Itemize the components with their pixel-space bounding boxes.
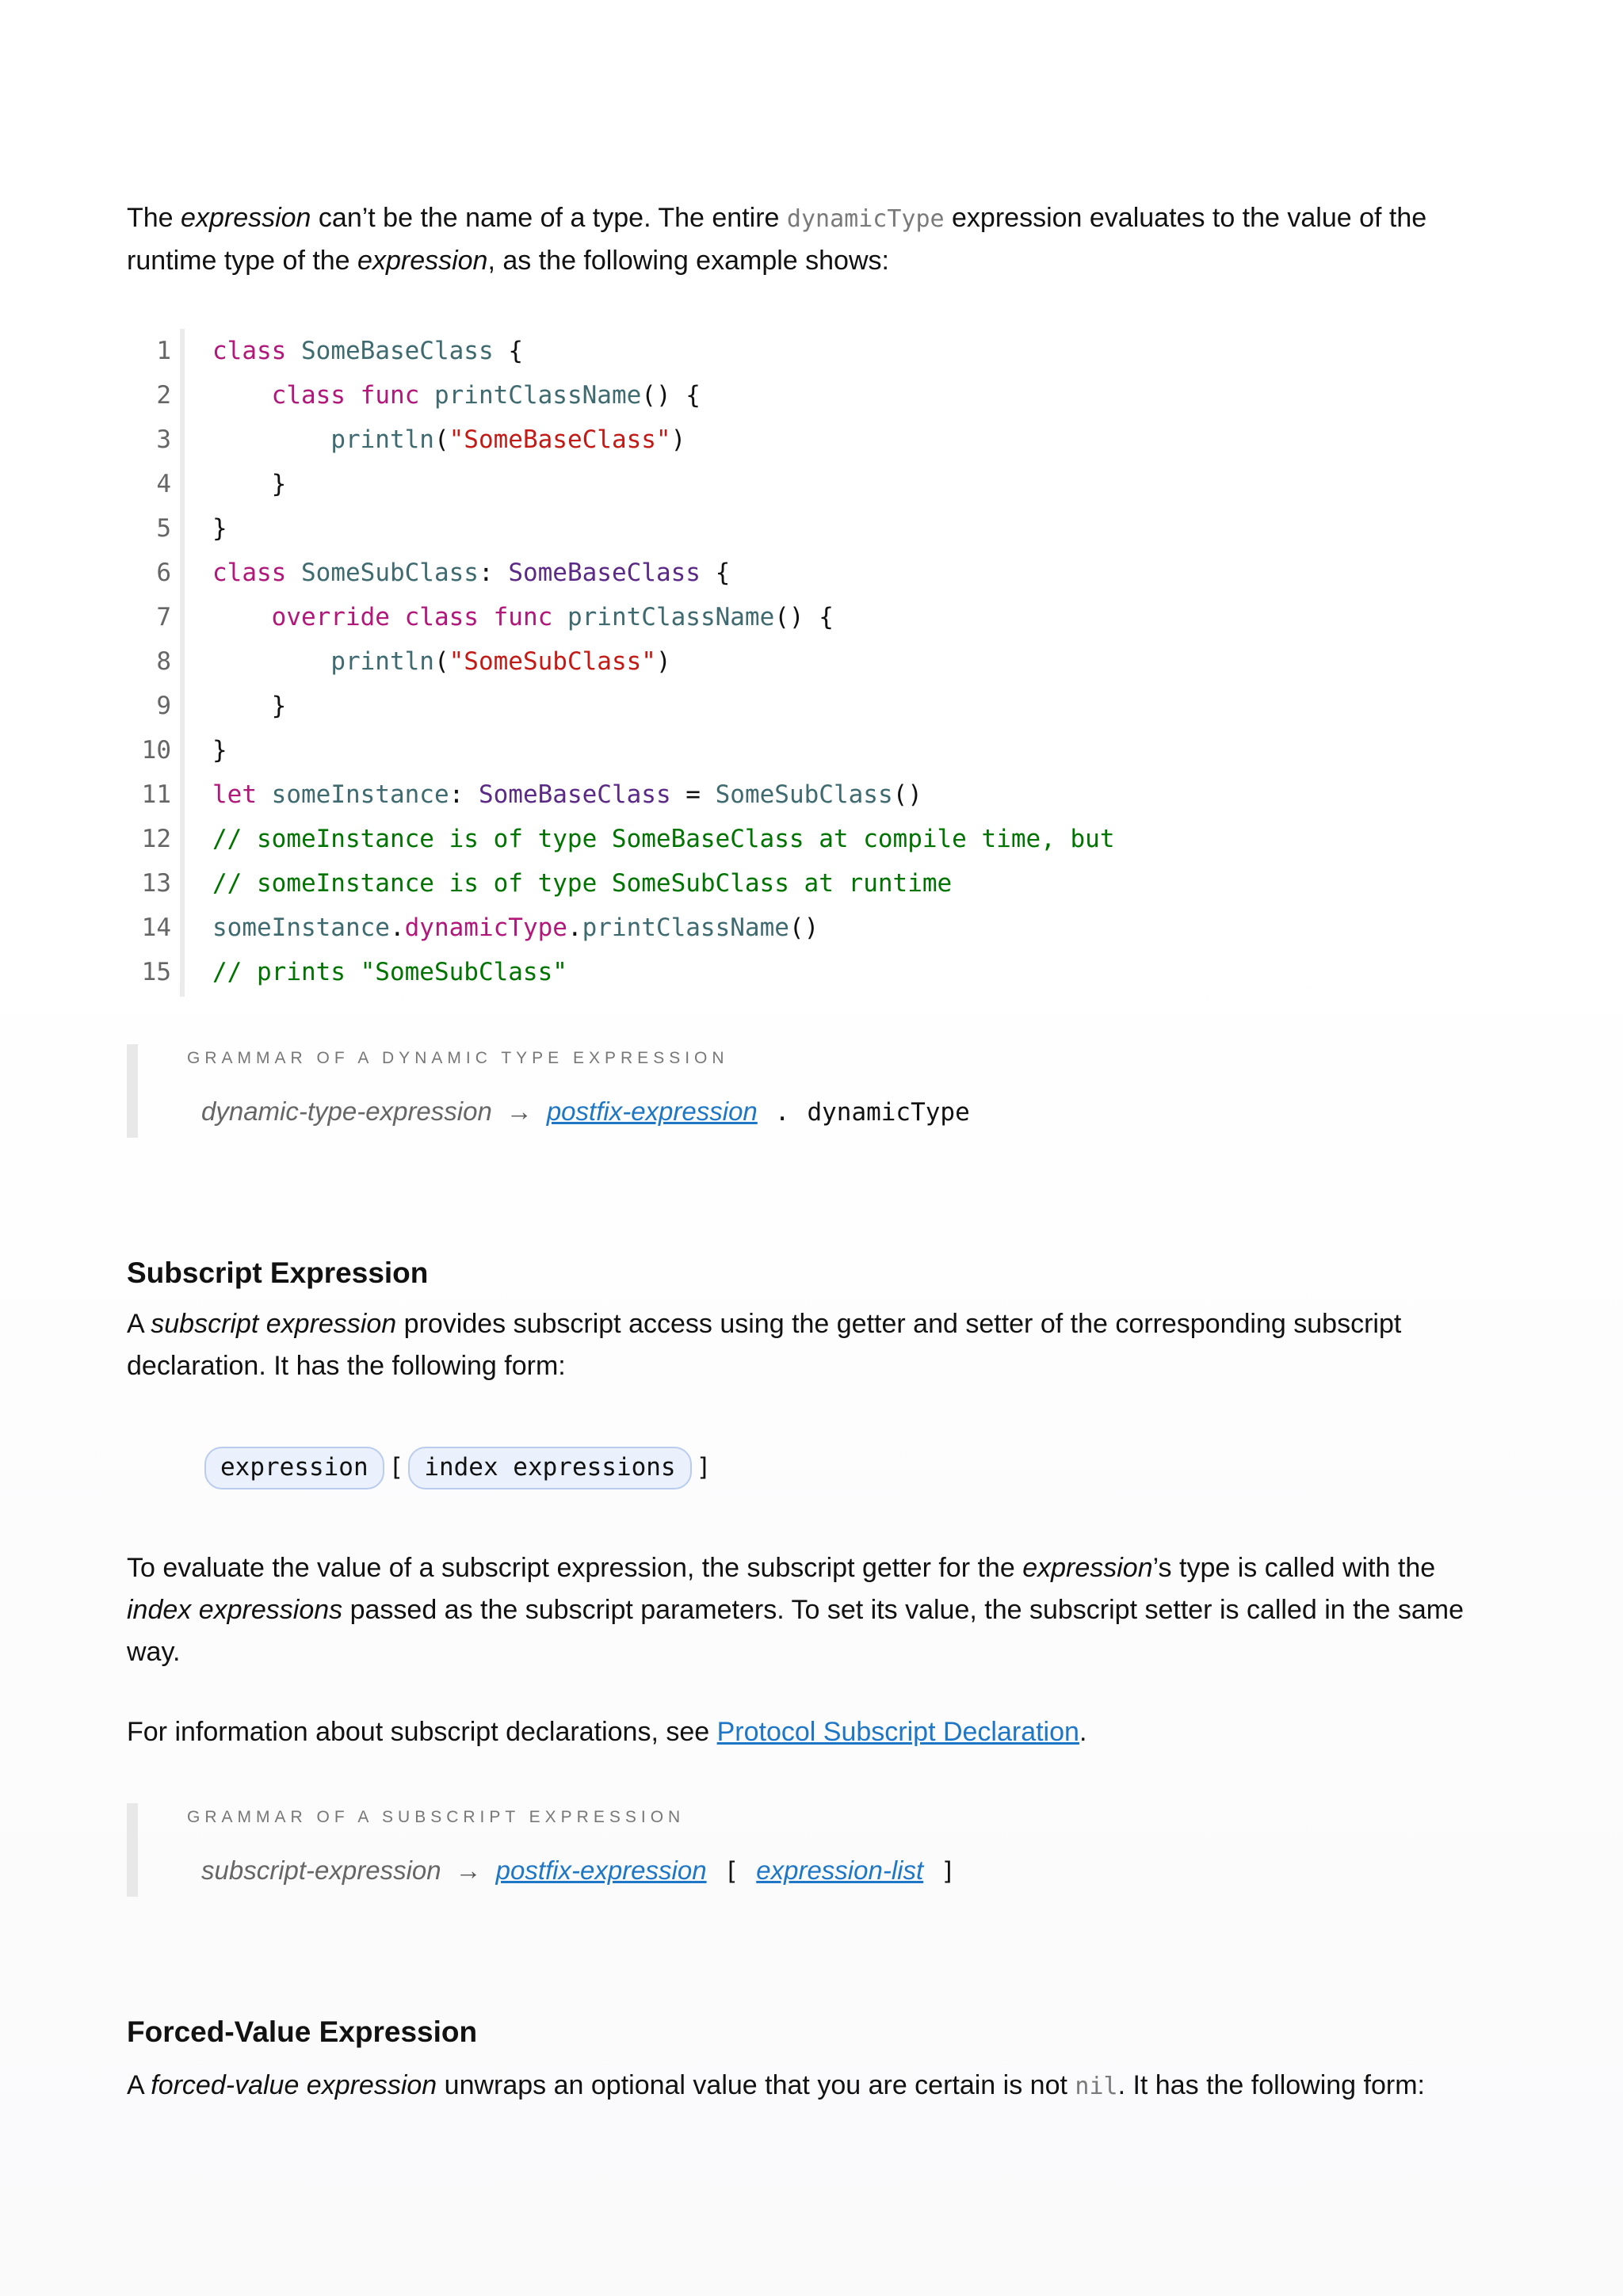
text-run: . (1079, 1717, 1087, 1747)
grammar-box-dynamic-type (127, 1044, 1517, 1138)
code-comment: // someInstance is of type SomeBaseClass at compile time, but (212, 825, 1115, 853)
code-text: class SomeBaseClass { (212, 337, 523, 365)
code-line (127, 861, 1506, 906)
arrow-icon: → (506, 1097, 533, 1126)
intro-paragraph (127, 197, 1490, 282)
emphasis: subscript expression (151, 1309, 397, 1339)
subscript-info-paragraph (127, 1711, 1490, 1753)
emphasis: expression (181, 203, 311, 233)
emphasis: forced-value expression (151, 2070, 437, 2100)
postfix-expression-link[interactable]: postfix-expression (546, 1097, 758, 1126)
grammar-title: GRAMMAR OF A DYNAMIC TYPE EXPRESSION (187, 1049, 729, 1067)
subscript-form (204, 1447, 716, 1489)
line-number: 8 (156, 647, 171, 676)
line-number: 10 (141, 736, 171, 765)
subscript-paragraph (127, 1303, 1490, 1387)
code-line (127, 906, 1506, 950)
section-heading-forced-value: Forced-Value Expression (127, 2016, 478, 2048)
text-run: provides subscript access using the getter and setter of the corresponding subscript declaration. It has the following form: (127, 1309, 1402, 1381)
code-line (127, 418, 1506, 462)
text-run: For information about subscript declarations, see (127, 1717, 717, 1747)
code-line (127, 684, 1506, 728)
line-number: 12 (141, 825, 171, 853)
grammar-nonterminal: dynamic-type-expression (201, 1097, 492, 1126)
bracket-open: [ (388, 1453, 404, 1482)
grammar-nonterminal: subscript-expression (201, 1855, 441, 1885)
grammar-title: GRAMMAR OF A SUBSCRIPT EXPRESSION (187, 1808, 685, 1826)
grammar-literal: dynamicType (807, 1098, 970, 1127)
grammar-literal-open-bracket: [ (724, 1857, 739, 1886)
grammar-rule (201, 1097, 987, 1127)
emphasis: expression (357, 246, 488, 276)
subscript-evaluation-paragraph (127, 1547, 1490, 1673)
text-run: expression evaluates to the value of the runtime type of the (127, 203, 1427, 276)
section-heading-subscript: Subscript Expression (127, 1257, 429, 1289)
code-line (127, 728, 1506, 772)
bracket-close: ] (696, 1453, 712, 1482)
text-run: . It has the following form: (1117, 2070, 1425, 2100)
code-text: println("SomeSubClass") (330, 647, 671, 676)
code-text: override class func printClassName() { (271, 603, 834, 631)
line-number: 11 (141, 780, 171, 809)
line-number: 7 (156, 603, 171, 631)
arrow-icon: → (455, 1855, 482, 1885)
code-text: } (271, 470, 287, 498)
text-run: The (127, 203, 181, 233)
protocol-subscript-declaration-link[interactable]: Protocol Subscript Declaration (716, 1717, 1079, 1747)
line-number: 4 (156, 470, 171, 498)
emphasis: index expressions (127, 1595, 343, 1625)
line-number: 6 (156, 559, 171, 587)
forced-value-paragraph (127, 2065, 1490, 2107)
code-line (127, 817, 1506, 861)
line-number: 2 (156, 381, 171, 410)
text-run: , as the following example shows: (487, 246, 889, 276)
code-line (127, 772, 1506, 817)
code-line (127, 506, 1506, 551)
line-number: 3 (156, 425, 171, 454)
code-comment: // someInstance is of type SomeSubClass at runtime (212, 869, 953, 898)
code-line (127, 329, 1506, 373)
text-run: To evaluate the value of a subscript expression, the subscript getter for the (127, 1553, 1023, 1583)
placeholder-pill: index expressions (408, 1447, 691, 1489)
code-text: class func printClassName() { (271, 381, 701, 410)
emphasis: expression (1022, 1553, 1153, 1583)
line-number: 1 (156, 337, 171, 365)
text-run: ’s type is called with the (1152, 1553, 1436, 1583)
placeholder-pill: expression (204, 1447, 384, 1489)
code-text: } (271, 692, 287, 720)
code-example (127, 329, 1506, 994)
postfix-expression-link[interactable]: postfix-expression (495, 1855, 707, 1885)
line-number: 9 (156, 692, 171, 720)
code-text: class SomeSubClass: SomeBaseClass { (212, 559, 731, 587)
code-line (127, 639, 1506, 684)
text-run: passed as the subscript parameters. To set its value, the subscript setter is called in the same way. (127, 1595, 1464, 1667)
grammar-literal-dot: . (774, 1098, 790, 1127)
text-run: unwraps an optional value that you are certain is not (437, 2070, 1075, 2100)
grammar-rule (201, 1855, 973, 1886)
code-line (127, 950, 1506, 994)
text-run: can’t be the name of a type. The entire (311, 203, 787, 233)
line-number: 13 (141, 869, 171, 898)
code-text: } (212, 736, 227, 765)
grammar-literal-close-bracket: ] (941, 1857, 956, 1886)
code-line (127, 595, 1506, 639)
code-text: } (212, 514, 227, 543)
code-text: someInstance.dynamicType.printClassName() (212, 913, 819, 942)
text-run: A (127, 2070, 151, 2100)
code-text: let someInstance: SomeBaseClass = SomeSubClass() (212, 780, 922, 809)
code-text: println("SomeBaseClass") (330, 425, 686, 454)
line-number: 14 (141, 913, 171, 942)
inline-code: dynamicType (786, 205, 945, 233)
code-line (127, 373, 1506, 418)
expression-list-link[interactable]: expression-list (756, 1855, 924, 1885)
text-run: A (127, 1309, 151, 1339)
grammar-box-subscript (127, 1803, 1517, 1897)
inline-code: nil (1075, 2073, 1118, 2100)
line-number: 15 (141, 958, 171, 986)
code-comment: // prints "SomeSubClass" (212, 958, 567, 986)
code-line (127, 551, 1506, 595)
line-number: 5 (156, 514, 171, 543)
code-line (127, 462, 1506, 506)
